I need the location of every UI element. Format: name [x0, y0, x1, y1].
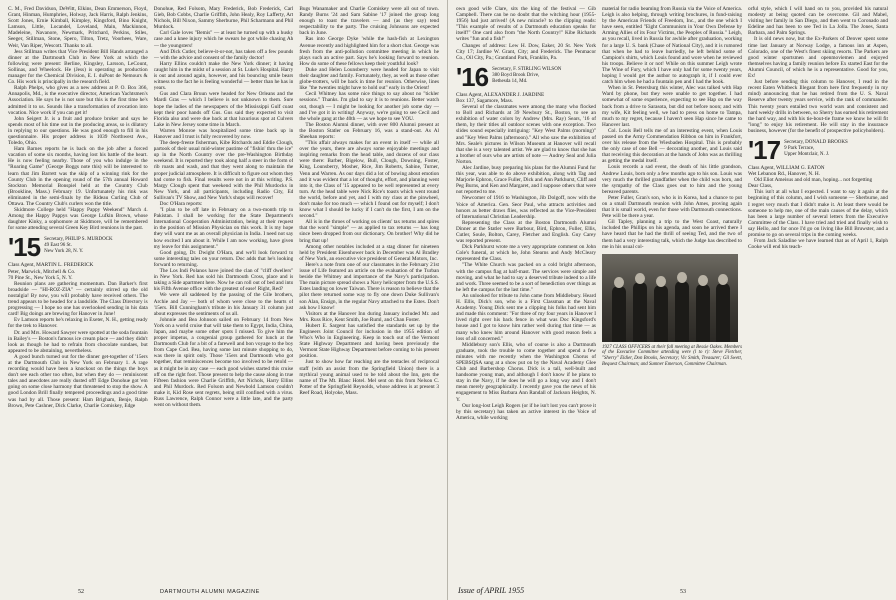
paragraph: Old Eliot Ameisus and old man, hoping... not forgetting — [754, 177, 873, 184]
paragraph: Ham Barnes reports he is back on the job after a forced vacation of some six months, having lost his battle of the heart. He is now feeling nearby. Those of you who indulge in the "Roaring Game" (George Boggs note this) will be interested to learn that Jim Barrett was the skip of a winning rink for the County Club in the opening round of the 57th annual Howard Stockton Memorial Bonspiel held at the Country Club (Brookline, Mass.) February 19. Unfortunately his rink was eliminated in the semi-finals by the Rideau Curling Club of Ottawa. The Country Club's curlers won the title. — [8, 146, 148, 207]
paragraph: Middlebury son's Ellis, who of course is also a Dartmouth graduate, took the trouble to come together and spend a few minutes with me recently when the Washington Chorus of SPEBSQSA sang at a show put on by the Naval Academy Glee Club and Barbershop Chorus. Dick is a tall, well-built and handsome young man, and although I don't know if he plans to stay in the Navy, if he does he will go a long way and I don't mean merely geographically. I recently gave you the news of his engagement to Miss Barbara Ann Randall of Jackson Heights, N. Y. — [456, 341, 596, 403]
secretary-city: New York 28, N. Y. — [44, 249, 84, 255]
right-column-3 — [748, 6, 888, 582]
class-1916-heading — [456, 61, 596, 92]
person-head — [677, 272, 687, 283]
paragraph: Just to show how far reaching are the tentacles of reciprocal staff (with an assist from the Springfield Union) there is a mythical young animal used to be told about the Inn, gets the name of The Mt. Blanc Hotel. Mel sent on this from Nelson C. Potter of the Springfield Reynolds, whose address is at present 3 Reef Road, Holyoke, Mass. — [299, 359, 440, 396]
paragraph: "The White Church was packed on a cold bright afternoon, with the campus flag at half-mast. The services were simple and moving, and what he had to say a deserved tribute indeed to a life and work. Three seemed to be a sort of benediction over things as he left the campus for the last time." — [456, 262, 596, 293]
paragraph: Ralph Phelps, who gives as a new address at P. O. Box 366, Annapolis, Md., is the executive director, American Yachtsmen's Association. He says he is not sure but this is the first time he's admitted it to us. Sounds like a transformation of avocation into vocation. Nice work if you can get it! — [8, 85, 148, 116]
paragraph: Just before sending this column to Hanover, I read in the recent Eaten Whitbeck Illegant from here first frequently in my mind) announcing that he has retired from the U. S. Naval Reserve after twenty years service, with the rank of commander. This twenty years entailed two world wars and consistent and hard weekly drills in between, so Sherry has earned his retirement the hard way, and with his tie-bout-tie frame we know he will fit "long" to enjoy his retirement. He will stay in the insurance business, however (for the benefit of prospective policyholders). — [748, 79, 888, 134]
class-officers-photo — [602, 254, 738, 342]
paragraph: This isn't at all what I expected. I want to say it again at the beginning of this column, and I wish someone — Sherburne, and I regret very much that I didn't make it. At least there would be someone to help me, one of the main causes of the delay, which has been a large number of several letters from the Executive Committee of the Class. I have tried and tried and finally wish to say Hello, and for once I'd go on living like Bill Bruwster, and a promise to go on several trips in the coming weeks. — [748, 189, 888, 238]
paragraph: Bugs Wanamaker and Charlie Comiskey were all out of town. Randy Burns '24 and Sam Sabine '17 joined the group long enough to toast the travelers — and (as they say) tend respectability to the party. The cruising Johnsons are expected back in June. — [299, 6, 440, 37]
secretary-city: Bethesda 14, Md. — [492, 78, 528, 84]
person-figure — [675, 281, 689, 342]
secretary-address: 380 Boyd Brook Drive, — [492, 72, 540, 78]
paragraph: material for radio beaming from Russia via the Voice of America. Leigh is also helping, through writing brochures, in fund-raising by the American Friends of Freedom, Inc., and the one which I have seen, entitled "Eight Communism in Your Own Defense by Arming Allies of its Four Victims, the Peoples of Russia." Leigh, as you recall, lived in Russia for awhile after graduation, working for a large U. S. bank (Chase of National City), and it is rumored that when he had to leave hurriedly, he left behind some of Campion's shirts, which Louis found and wore when he reviewed his troops. Believe it or not! While on this summer Leigh wrote The Wine of Fury, which I have only had for some twenty years, hoping I would get the author to autograph it, if I could ever catch him when he had a fountain pen and I had the book. — [602, 6, 742, 86]
paragraph: Hubert E. Sargent has satisfied the standards set up by the Engineers Joint Council for inclusion in the 1955 edition of Who's Who in Engineering. Keep in touch out of the Vermont State Highway Department and having been previously the Vermont State Highway Department before coming to his present position. — [299, 322, 440, 360]
paragraph: And Dick Cutler, believe-it-or-not, has taken off a few pounds — with the advice and consent of the family doctor! — [153, 48, 294, 61]
person-head — [718, 274, 728, 285]
class-officers — [44, 235, 113, 255]
class-agent-address: Wet Lebanon Rd., Hanover, N. H. — [748, 171, 821, 178]
paragraph: When in St. Petersburg this winter, Alec was talked with Hap Ward by phone, but they were unable to get together. I had somewhat of some experience, expecting to see Hap on the way back from a drive to Sarasota, but did not before noon; and with my wife, Kit feeling well, we had to press on home to Tampa, much to my regret, because I haven't seen Hap since he came to Hanover last. — [602, 85, 742, 128]
paragraph: From Jack Saladine we have learned that as of April 1, Ralph Cooke will end his teach- — [748, 238, 888, 251]
paragraph: Here's a note from one of our classmates in the February 21st issue of Life featured an article on the evaluation of the Turban beside the Whitney and importance of the Navy's participation. The main picture spread shows a Navy helicopter from the U.S.S. Estes landing on lower Taiwan. There is reason to believe that the pilot there returned some way to fly one down Duke Sullivan's son Alan, Ensign, in the regular Navy attached to the Estes. Don't ask how I know! — [299, 261, 440, 311]
class-agent-line: Class Agent, ALEXANDER J. JARDINE — [456, 91, 545, 98]
paragraph: orful style, which I will hand on to you, provided his natural modesty at being quoted can be overcome. Gil and Mabel, visiting her family in San Diego, and then went to Coronado and Edeline and has been to see Ted in La Jolla. The Jones, Santa Barbara, and Palm Springs. — [748, 6, 888, 37]
page-number: 52 — [78, 589, 84, 595]
paragraph: We were all saddened by the passing of the Gile brothers, Archie and Jay — both of whom were close to the hearts of '15ers. Bill Cunningham's tribute in his January 31 column just about expresses the sentiments of us all. — [153, 292, 294, 317]
paragraph: Several of the classmates were among the many who flocked to Boll and Richards at 39 Newbury St., Boston, to see an exhibition of water colors by Andrew (Mrs. Ray) Sears, '16 of them, by their titles all outdoor scenes with one exception. Two slides sound especially intriguing: "Key West Palms (morning)" and "Key West Palms (afternoon)." All who saw the exhibition of Mrs. Seale's pictures in Wilson Museum at Hanover will recall that she is a very talented artist. We are glad to know that she has a brother of ours who are artists of note — Audrey Seal and Julia Norton. — [456, 104, 596, 165]
paragraph: Visitors at the Hanover Inn during January included Mr. and Mrs. Russ Rice, Kent Smith, Joe Ruml, and Chan Foster. — [299, 310, 440, 323]
class-agent-line: Class Agent, MARTIN L. FREDERICK — [8, 262, 94, 269]
paragraph: Louis records a sad event, the death of his little grandson, Andrew Louis, born only a few months ago to his son. Louis was very much the thrilled grandfather when the child was born, and the sympathy of the Class goes out to him and the young bereaved parents. — [602, 164, 742, 195]
paragraph: Cecil Whitney has some nice things to say about no "tickler sessions." Thanks. I'm glad to say it is to reunions. Better watch out, though — I might be looking for another job some day — and I've got it in writing! Anyway, we're going to see Cecil and the whole gang at the 40th — as we hope to see YOU. — [299, 91, 440, 122]
paragraph: Dick Parkhurst wrote me a very appropriate comment on John Cole's funeral, at which he, John Stearns and Andy McCleary represented the Class. — [456, 244, 596, 263]
paragraph: Johnnie and Bea Johnson sailed on February 14 from New York on a world cruise that will take them to Egypt, India, China, Japan, and maybe some other spots I missed. To give him the proper impetus, a congenial group gathered for lunch at the Dartmouth Club for a bit of a farewell and bon voyage to the boy from Cape Cod. Bea, having some last minute shopping to do, was there in spirit only. Those '15ers and Dartmouth who got together, that reminiscences become too involved to be retold — as it might be in any case — each good wishes started this cruise off on the right foot. Those present to help the cause along in true Fifteen fashion were Charlie Griffith, Art Nichols, Harry Ellins and Phil Murdock. Red Folsom and Newbold Lamson couldn't make it, Kid Rose sent regrets, being still confined with a virus. Russ Lawrence, Ralph Connor were a little late, and the party went on without them. — [153, 316, 294, 409]
person-head — [656, 276, 666, 287]
paragraph: Good going, Dr. Dwight O'Hara, and we'll look forward to some interesting tales on your return. Doc adds that he's looking forward to returning. — [153, 249, 294, 268]
secretary-line: Secretary, F. STIRLING WILSON — [492, 66, 562, 72]
paragraph: Gus and Clara Bruun were headed for New Orleans and the Mardi Gras — which I believe is not unknown to them. Sure hope the ladies of the newspapers of the Mississippi Gulf coast kept their poor hands off Gus. Gus said they expected to visit Florida also and were due back at that luxurious spot at Culvers Lake in New Jersey some time in March. — [153, 91, 294, 128]
paragraph: "I plan to be off late in February on a two-month trip to Pakistan. I shall be working for the State Department's International Cooperation Administration, being at their request in the position of Mission Physician on this work. It is my hope they will want me as an overall physician in India. I need not say how excited I am about it. While I am now working, have given my leave for this assignment." — [153, 207, 294, 250]
paragraph: Jess Stillman writes that Vice President Bill Hands arranged a dinner at the Dartmouth Club in New York at which the following were present: Berline, Kingsley, Larsson, LeCount, Sollinas, and Wheelock. He (Jess) is operating as production manager for the Chemical Division, E. I. duPont de Nemours & Co. His work is principally in the research field. — [8, 48, 148, 86]
right-page — [448, 0, 896, 600]
right-column-2 — [602, 6, 742, 582]
class-numeral: '15 — [8, 232, 41, 263]
paragraph: Harry Ellins couldn't make the New York dinner; it having caught him in the midst of a session at St. Luke's Hospital. Harry is out and around again, however, and his bouncing smile bears witness to the fact he is feeling wonderful — better than he has in years. — [153, 60, 294, 92]
secretary-address: 49 East 96 St. — [44, 243, 72, 249]
photo-caption: 1927 CLASS OFFICERS at their fall meeting at Bessie Oakes. Members of the Executive Committee attending were (l to r): Steve Fletcher, "Sherry" Eldier, Don Brooks, Secretary; Vic Smith, Treasurer; Gil Swett, Bequest Chairman; and Sumner Emerson, Committee Chairman. — [602, 344, 742, 367]
left-column-2 — [154, 6, 294, 582]
paragraph: Newcomer of 1916 to Washington, Jib Dolgoff, now with the Voice of America. Gen. Seor Paul, who attracts activities and honors as better draws flies, was reflected as the Vice-President of International Christian Leadership. — [456, 195, 596, 220]
paragraph: Warren Monroe was hospitalized some time back up in Hanover and I trust is fully recovered by now. — [153, 127, 294, 140]
paragraph: Changes of address: Lew H. Dow, Eaker, 20 St. New York City 17; Jardine W. Grant, City; and Frederick. The Penmacor Co., Oil City, Pa.; Grantland Park, Franklin, Pa. — [456, 42, 596, 61]
left-column-3 — [299, 6, 439, 582]
person-head — [698, 275, 708, 286]
paragraph: Representing the Class at the Boston Dartmouth Alumni Dinner at the Statler were Barbour, Bird, Ephron, Fuller, Ellis, Cutler, Soule, Bolton, Carey, Fletcher and English. Guy Carey was reported present. — [456, 219, 596, 245]
class-officers — [492, 65, 561, 85]
paragraph: Dr. and Mrs. Howard Sawyer were spotted at the soda fountain in Bailey's — Boston's famous ice cream place — and they didn't look as though he had to refrain from chocolate sundaes, but appeared to be abstaining, nevertheless. — [8, 329, 148, 354]
class-agent-line: Class Agent, WILLIAM G. EATON — [748, 164, 825, 171]
right-column-1 — [456, 6, 596, 582]
paragraph: Our long-lost Leigh Rogers (or if he isn't lost you can't prove it by this secretary) has taken an active interest in the Voice of America, while working — [456, 402, 596, 421]
class-officers — [784, 138, 848, 158]
paragraph: Ras into George Dyke 'while the hash-fish at Lexington Avenue recently and highlighted him for a short chat. George was fresh from the anti-pollution committee meeting in which he plays such an active part. Says he's looking forward to reunion. How do some of these fellows keep their youthful look? — [299, 36, 440, 67]
left-column-1 — [8, 6, 148, 582]
paragraph: Gil Tapley, planning a trip to the West Coast, naturally included the Phillips on his agenda, and soon he arrived there I have heard that he had the thrill of seeing Ted, and the two of them had a very interesting talk, which the Judge has described to me in his usual col- — [602, 219, 742, 250]
secretary-address: 9 Park Terrace, — [784, 145, 815, 151]
class-agent-city: 70 Pine St., New York 5, N. Y. — [8, 274, 73, 281]
person-head — [635, 273, 645, 284]
secretary-city: Upper Montclair, N. J. — [784, 151, 830, 157]
paragraph: C. M., Fred Davidson, DeWitt, Elkins, Dean Emmerson, Floyd, Grant, Hinman, Humphries, Holway, Jack Harris, Ralph Jenkins, Scott Jones, Ernie Kimball, Kimpley, Kingsford, Bino Knight, Lamson, Little, Locandel, Loveland, Main, Mackinnon, Madeleine, Navanore, Newmark, Pritchard, Perkins, Stiles, Seeger, Stillman, Stone, Spero, Tilton, Tretz, Voorhees, Ware, Weir, Van Riper, Wescott. Thanks to all. — [8, 6, 148, 49]
class-agent-address: Peter, Marwick, Mitchell & Co. — [8, 268, 76, 275]
secretary-line: Secretary, DONALD BROOKS — [784, 139, 848, 145]
paragraph: Duke and Helen Lounsberry were headed for Japan to visit their daughter and family. Fortunately, they, as well as those other globe-trotters, will be back in time for reunion. Otherwise, lines like "the twenties might have to hold out" early in the Orient! — [299, 66, 440, 92]
paragraph: Among other notables included at a stag dinner for nineteen held by President Eisenhower back in December was Al Bradley of New York, an executive vice president of General Motors, Inc. — [299, 243, 440, 262]
paragraph: A good bunch turned out for the dinner get-together of '15ers at the Dartmouth Club in New York on February 1. A rage recording would have been a knockout on the things the boys don't see each other too often, but when they do — reminiscent tales and anecdotes are really dusted off! Edge Donohue got 'em going on some close harmony that threatened to stop the show. A good London Brill finally tempered proceedings and a good time was had by all. Those present: Ham Brigham, Benje, Ralph Brown, Pete Cashner, Dick Clarke, Charlie Comiskey, Edge — [8, 353, 148, 409]
person-figure — [633, 282, 647, 342]
paragraph: All is in the throes of working on clients' tax returns and spires that the word "simple" — as applied to tax returns — has long since been dropped from our dictionary. On brother! Why did he bring that up! — [299, 219, 440, 244]
paragraph: It is old news now, but the Ex-Parkers of Denver spent some time last January at Norway Lodge, a famous inn at Aspen, Colorado, one of the West's finest skiing resorts. The Parkers are good winter sportsmen and openmoviemen and enjoyed themselves having a family reunion before Ex started East for the Alumni Council, of which he is a representative. Good for you, Ex! — [748, 36, 888, 80]
magazine-title: DARTMOUTH ALUMNI MAGAZINE — [160, 589, 260, 595]
paragraph: An unlooked for tribute to John came from Middlebury. Heard H. Ellis, Dick's son, who is a First Classman at the Naval Academy. Young Dick sent me a clipping his folks had sent him and made this comment: "For three of my four years in Hanover I lived right over his back fence in what was Doc Kingsford's house and I got to know him rather well during that time — as many who knew him around Hanover with good reason feels a loss of all concerned." — [456, 292, 596, 342]
paragraph: Ev Lamson reports he's relaxing in Exeter, N. H., getting ready for the trek to Hanover. — [8, 317, 148, 330]
class-numeral: '17 — [748, 134, 781, 165]
paragraph: Skidmore College held "Happy Pappy Weekend" March 4. Among the Happy Pappys was George Lufkin Brown, whose daughter Kinky, a sophomore at Skidmore, will be remembered for some attending several Green Key Bird reunions in the past. — [8, 207, 148, 232]
paragraph: Reunion plans are gathering momentum. Dan Barker's first broadside — "HI-ROZ-ZIA" — certainly stirred up the old nostalgia! By now, you will probably have received others. The trend appears to be headed for a landslide. The Class Directory is progressing — I hope no one has overlooked sending in his data card! Big doings are brewing for Hanover in June! — [8, 280, 148, 318]
secretary-line: Secretary, PHILIP S. MURDOCK — [44, 237, 113, 243]
class-1917-heading — [748, 134, 888, 165]
person-figure — [716, 283, 730, 342]
class-agent-address: Box 137, Sagamore, Mass. — [456, 97, 514, 104]
paragraph: John Seigert Jr. is a fruit and produce broker and says he spends most of his time out in the producing areas, so is dilatory in replying to our questions. He was good enough to fill in his questionnaire. His proper address is 1039 Northwest Ave., Toledo, Ohio. — [8, 115, 148, 147]
paragraph: Alec Jardine, busy preparing his plans for the Alumni Fund for this year, was able to do above exhibition, along with Tag and Marjorie Ephron, Grace Fuller, Dick and Ann Parkhurst, Cliff and Peg Burns, and Ken and Margaret, and I suppose others that were not reported to me. — [456, 164, 596, 196]
class-1915-heading — [8, 232, 148, 263]
issue-label: Issue of APRIL 1955 — [458, 586, 525, 595]
person-figure — [654, 285, 668, 342]
paragraph: Donohue, Red Folsom, Mary Frederick, Bob Frederick, Carl Gieb, Bob Cobbs, Charlie Griffith, John Healy, Roy Lafferty, Art Nichols, Bill Nixon, Sammy Sherburne, Phil Scharmann and Phil Murdock. — [153, 6, 294, 31]
person-figure — [612, 286, 626, 342]
paragraph: The Los Indi Polanos have joined the clan of "cliff dwellers" in New York. Red has sold his Dartmouth Cross, place and is taking a Side apartment here. Now he can roll out of bed and into his Fifth Avenue office with the greatest of ease! Right, Red? — [153, 268, 294, 293]
paragraph: Col. Louis Bell tells me of an interesting event, when Louis passed on the Army Commendation Ribbon on him in Frankfort, over his release from the Wiesbaden Hospital. This is probably the only case of one Bell — decorating another, and Louis said that receiving this decoration at the hands of John was as thrilling as getting the medal itself. — [602, 127, 742, 165]
person-head — [614, 277, 624, 288]
paragraph: The deep-freeze fisherman, Kibe Ritchards and Eddie Clough, partook of their usual mid-winter pastime of "fishin' thru the ice" up in the North Country over the pre-Washington Birthday weekend. It is reported they took along half a steer in the form of rib roasts and wash, and that they went along to maintain the proper judicial atmosphere. It is difficult to figure out whom they had come to fish. Final results were not in at this writing. P.S. Margy Clough spent that weekend with the Phil Murdocks in New York, and all participants, including Radio City, Ed Sullivan's TV Show, and New York's shops will recover! — [153, 140, 294, 201]
person-figure — [696, 284, 710, 342]
paragraph: "This affair always makes for an event in itself — while all over the years, there are always some enjoyable meetings and inspiring remarks from the head table, and dozens of our class were there: Barber, Bigelow, Bull, Clough, Downing, Foster, King, Lounsberry, Mosher, Rice, Jim Roberts, Sabine, Turner, Venn and Warren. As our days did a lot of bowing about emotion and it was evident that a lot of thought, effort, and planning went into it, the Class of '15 appeared to be well represented at every turn. At the head table were Nick Rice's toasts which went round the world, before and yet, and I with my class at the pinwheel, don't make for too much — which I found out for myself; I don't know what I should be lucky if I can't do the first, I am on the second." — [299, 140, 440, 220]
paragraph: The Boston Alumni dinner, with over 800 Alumni present at the Boston Statler on February 16, was a stand-out. As Al Sheehan reports: — [299, 121, 440, 140]
paragraph: Dear Class, — [748, 183, 773, 190]
paragraph: Doc O'Hara reports: — [159, 201, 203, 207]
paragraph: own good wife Clare, sits the king of the festival — Gib Campbell. There can be no doubt that the witching hour (1955-1956) had just arrived! (A new miracle? to the clipping reads: "This example of results of a Dartmouth education speaks for itself!" One card also from "the North Country!" Kibe Richards writes "fun and a fish!" — [456, 6, 596, 43]
page-number: 53 — [680, 589, 686, 595]
paragraph: Peter Fuller, Gran's son, who is in Korea, had a chance to put on a small Dartmouth reunion with John Ames, proving again that it is small world, even for those with Dartmouth connections. Pete will be there a year. — [602, 194, 742, 220]
paragraph: Carl Gale loves "Bemis" — at least he turned up with a husky case and a knee injury which he swears he got while chasing Ah — the youngsters! — [153, 30, 294, 49]
class-numeral: '16 — [456, 61, 489, 92]
